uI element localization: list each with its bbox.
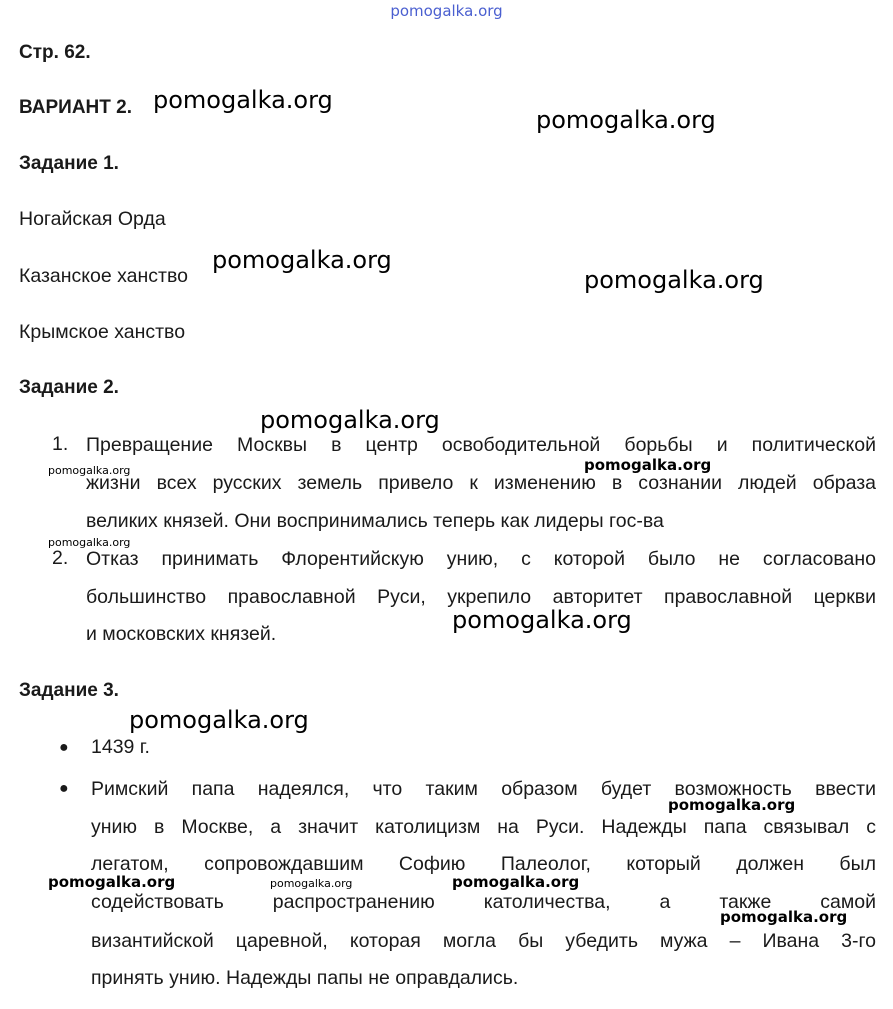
watermark-text: pomogalka.org — [668, 796, 796, 814]
watermark-text: pomogalka.org — [129, 706, 309, 734]
watermark-text: pomogalka.org — [536, 106, 716, 134]
task3-item1: 1439 г. — [91, 736, 150, 758]
task3-item2-line: принять унию. Надежды папы не оправдались. — [91, 967, 519, 989]
task2-title: Задание 2. — [19, 377, 119, 398]
task3-item2-line: византийской царевной, которая могла бы убедить мужа – Ивана 3-го — [91, 930, 876, 952]
task2-item1-line: жизни всех русских земель привело к изменению в сознании людей образа — [86, 472, 876, 494]
task3-item2-line: унию в Москве, а значит католицизм на Руси. Надежды папа связывал с — [91, 816, 876, 838]
watermark-text: pomogalka.org — [720, 908, 848, 926]
watermark-text: pomogalka.org — [270, 877, 353, 890]
watermark-text: pomogalka.org — [452, 606, 632, 634]
watermark-text: pomogalka.org — [584, 266, 764, 294]
page-reference: Стр. 62. — [19, 42, 91, 63]
watermark-text: pomogalka.org — [48, 873, 176, 891]
variant-heading: ВАРИАНТ 2. — [19, 97, 132, 118]
task3-title: Задание 3. — [19, 680, 119, 701]
task2-item2-line: большинство православной Руси, укрепило авторитет православной церкви — [86, 586, 876, 608]
watermark-text: pomogalka.org — [153, 86, 333, 114]
watermark-text: pomogalka.org — [584, 456, 712, 474]
task3-item2-line: Римский папа надеялся, что таким образом будет возможность ввести — [91, 778, 876, 800]
task2-item2-line: и московских князей. — [86, 623, 277, 645]
watermark-text: pomogalka.org — [48, 536, 131, 549]
task1-item: Крымское ханство — [19, 321, 186, 343]
watermark-text: pomogalka.org — [260, 406, 440, 434]
task2-item1-marker: 1. — [52, 433, 69, 455]
task3-item2-line: легатом, сопровождавшим Софию Палеолог, который должен был — [91, 853, 876, 875]
task1-item: Ногайская Орда — [19, 208, 166, 230]
task2-item1-line: великих князей. Они воспринимались теперь как лидеры гос-ва — [86, 510, 664, 532]
task3-bullet: ● — [59, 739, 69, 756]
task3-bullet: ● — [59, 780, 69, 797]
watermark-top-link[interactable]: pomogalka.org — [390, 2, 503, 20]
task1-title: Задание 1. — [19, 153, 119, 174]
watermark-text: pomogalka.org — [48, 464, 131, 477]
watermark-text: pomogalka.org — [452, 873, 580, 891]
task2-item1-line: Превращение Москвы в центр освободительной борьбы и политической — [86, 434, 876, 456]
task3-item2-line: содействовать распространению католичества, а также самой — [91, 891, 876, 913]
task1-item: Казанское ханство — [19, 265, 188, 287]
task2-item2-line: Отказ принимать Флорентийскую унию, с которой было не согласовано — [86, 548, 876, 570]
watermark-text: pomogalka.org — [212, 246, 392, 274]
task2-item2-marker: 2. — [52, 547, 69, 569]
